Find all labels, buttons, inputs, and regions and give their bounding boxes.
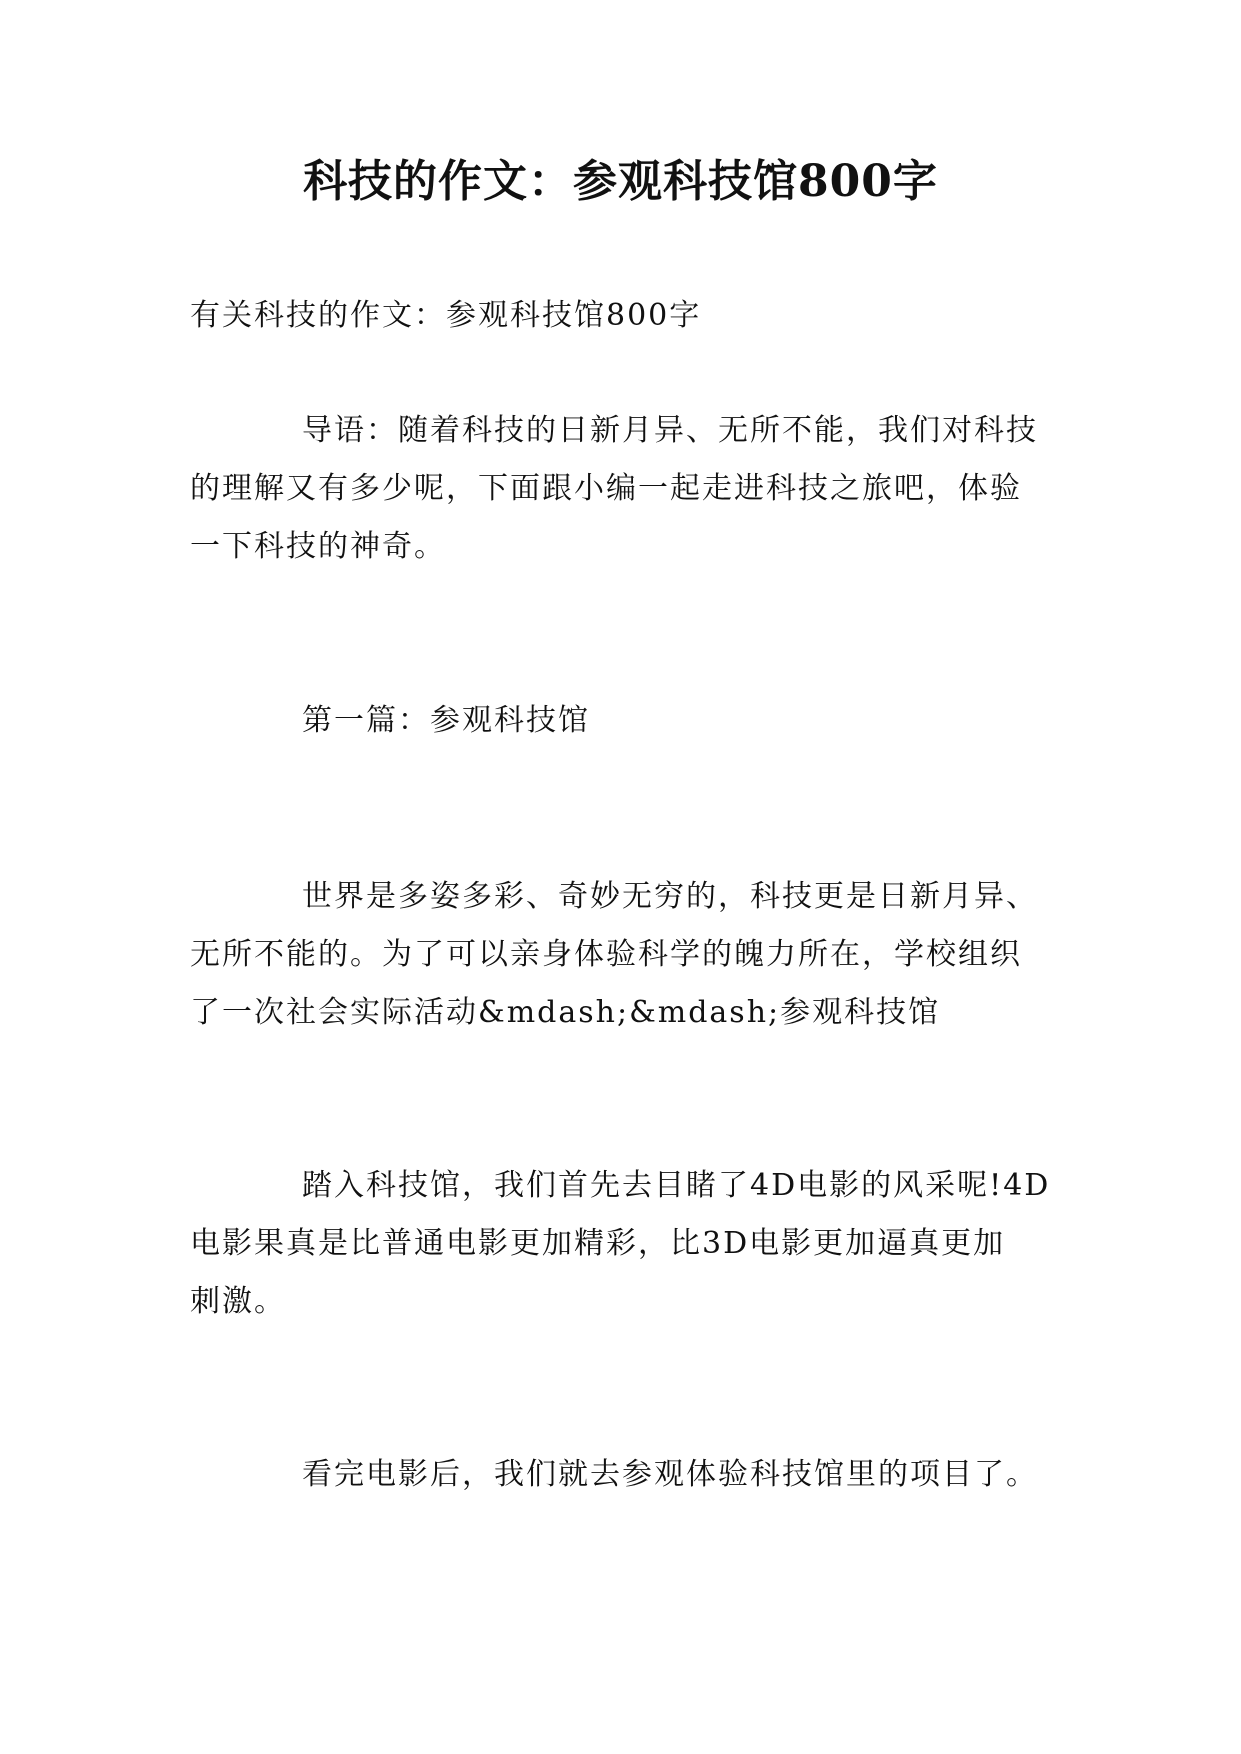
para-1-line-1: 世界是多姿多彩、奇妙无穷的，科技更是日新月异、 [302, 879, 1038, 914]
para-2-line-1: 踏入科技馆，我们首先去目睹了4D电影的风采呢!4D [302, 1168, 1051, 1203]
para-1-line-3: 了一次社会实际活动&mdash;&mdash;参观科技馆 [190, 995, 941, 1030]
body-paragraph-2 [190, 1157, 1050, 1331]
para-2-line-2: 电影果真是比普通电影更加精彩，比3D电影更加逼真更加 [190, 1226, 1006, 1261]
body-paragraph-3 [190, 1446, 1050, 1504]
document-subtitle [190, 287, 1050, 345]
subtitle-line: 有关科技的作文：参观科技馆800字 [190, 298, 702, 333]
section-heading-text: 第一篇：参观科技馆 [302, 703, 590, 738]
intro-line-1: 导语：随着科技的日新月异、无所不能，我们对科技 [302, 413, 1038, 448]
intro-line-3: 一下科技的神奇。 [190, 529, 446, 564]
para-2-line-3: 刺激。 [190, 1284, 286, 1319]
section-heading [190, 692, 1050, 750]
body-paragraph-1 [190, 868, 1050, 1042]
intro-paragraph [190, 402, 1050, 576]
para-3-line-1: 看完电影后，我们就去参观体验科技馆里的项目了。 [302, 1457, 1038, 1492]
intro-line-2: 的理解又有多少呢，下面跟小编一起走进科技之旅吧，体验 [190, 471, 1022, 506]
document-title: 科技的作文：参观科技馆800字 [303, 156, 938, 207]
para-1-line-2: 无所不能的。为了可以亲身体验科学的魄力所在，学校组织 [190, 937, 1022, 972]
